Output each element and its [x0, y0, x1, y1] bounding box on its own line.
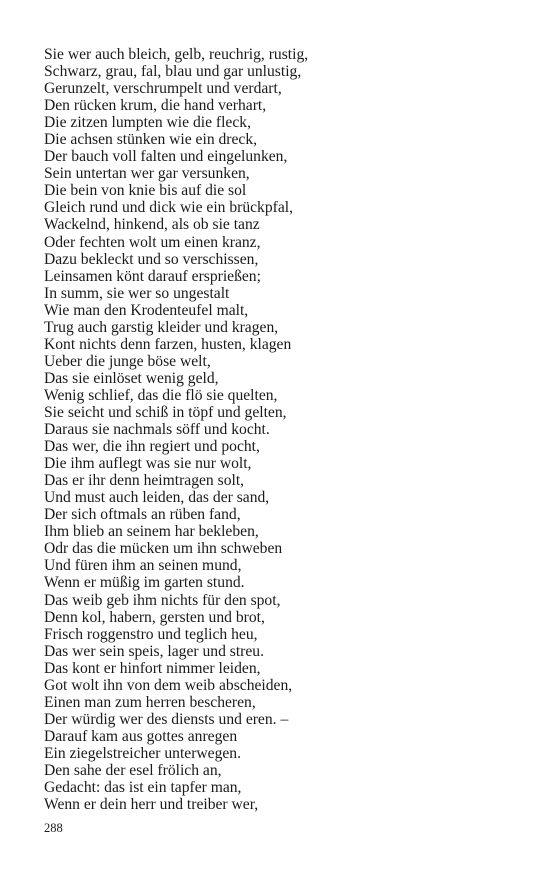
- poem-line: Schwarz, grau, fal, blau und gar unlustig,: [44, 63, 302, 81]
- poem-line: Sein untertan wer gar versunken,: [44, 165, 250, 183]
- poem-line: In summ, sie wer so ungestalt: [44, 284, 230, 302]
- poem-line: Das wer sein speis, lager und streu.: [44, 642, 264, 660]
- poem-line: Ueber die junge böse welt,: [44, 352, 211, 370]
- poem-line: Darauf kam aus gottes anregen: [44, 727, 238, 745]
- poem-line: Den sahe der esel frölich an,: [44, 761, 222, 779]
- poem-line: Und füren ihm an seinen mund,: [44, 557, 242, 575]
- poem-line: Der sich oftmals an rüben fand,: [44, 506, 241, 524]
- poem-line: Den rücken krum, die hand verhart,: [44, 97, 267, 115]
- poem-line: Wenn er dein herr und treiber wer,: [44, 796, 259, 814]
- poem-line: Ein ziegelstreicher unterwegen.: [44, 744, 241, 762]
- poem-line: Leinsamen könt darauf ersprießen;: [44, 267, 261, 285]
- poem-line: Die bein von knie bis auf die sol: [44, 182, 247, 200]
- poem-line: Sie wer auch bleich, gelb, reuchrig, rustig,: [44, 46, 309, 63]
- poem-line: Einen man zum herren bescheren,: [44, 693, 256, 711]
- poem-line: Daraus sie nachmals söff und kocht.: [44, 421, 270, 439]
- poem-line: Gedacht: das ist ein tapfer man,: [44, 779, 242, 797]
- poem-line: Got wolt ihn von dem weib abscheiden,: [44, 676, 293, 694]
- poem-line: Wenig schlief, das die flö sie quelten,: [44, 386, 278, 404]
- poem-line: Das sie einlöset wenig geld,: [44, 369, 219, 387]
- poem-line: Oder fechten wolt um einen kranz,: [44, 233, 261, 251]
- poem-line: Frisch roggenstro und teglich heu,: [44, 625, 258, 643]
- poem-line: Trug auch garstig kleider und kragen,: [44, 318, 279, 336]
- poem-line: Das er ihr denn heimtragen solt,: [44, 472, 245, 490]
- poem-line: Der bauch voll falten und eingelunken,: [44, 148, 288, 166]
- poem-line: Die ihm auflegt was sie nur wolt,: [44, 455, 252, 473]
- poem-line: Die achsen stünken wie ein dreck,: [44, 131, 258, 149]
- poem-line: Odr das die mücken um ihn schweben: [44, 540, 283, 558]
- poem-line: Wie man den Krodenteufel malt,: [44, 301, 249, 319]
- poem-line: Dazu bekleckt und so verschissen,: [44, 250, 259, 268]
- poem-line: Wackelnd, hinkend, als ob sie tanz: [44, 216, 260, 234]
- poem-line: Und must auch leiden, das der sand,: [44, 489, 270, 507]
- poem-line: Gerunzelt, verschrumpelt und verdart,: [44, 80, 282, 98]
- poem-line: Gleich rund und dick wie ein brückpfal,: [44, 199, 293, 217]
- poem-line: Ihm blieb an seinem har bekleben,: [44, 523, 259, 541]
- page-number: 288: [44, 821, 63, 835]
- poem-line: Das weib geb ihm nichts für den spot,: [44, 591, 281, 609]
- poem-line: Die zitzen lumpten wie die fleck,: [44, 114, 251, 132]
- poem-line: Das wer, die ihn regiert und pocht,: [44, 438, 260, 456]
- poem-line: Der würdig wer des diensts und eren. –: [44, 710, 289, 728]
- poem-line: Das kont er hinfort nimmer leiden,: [44, 659, 261, 677]
- poem-line: Denn kol, habern, gersten und brot,: [44, 608, 265, 626]
- poem-text: [44, 46, 514, 813]
- poem-line: Kont nichts denn farzen, husten, klagen: [44, 335, 292, 353]
- poem-line: Wenn er müßig im garten stund.: [44, 574, 245, 592]
- poem-line: Sie seicht und schiß in töpf und gelten,: [44, 403, 287, 421]
